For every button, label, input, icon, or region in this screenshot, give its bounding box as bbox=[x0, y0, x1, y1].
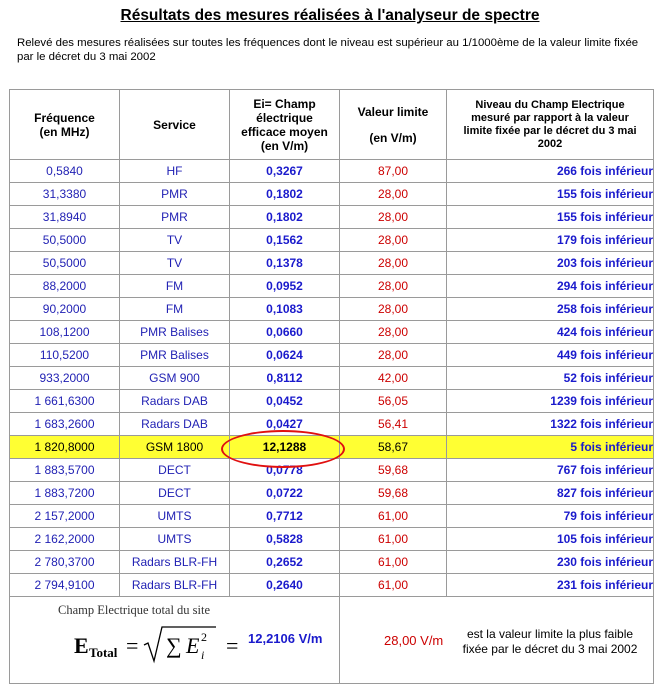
limit-cell: 58,67 bbox=[340, 436, 447, 459]
electric-field-cell: 0,5828 bbox=[230, 528, 340, 551]
electric-field-cell: 0,0952 bbox=[230, 275, 340, 298]
electric-field-cell: 0,0427 bbox=[230, 413, 340, 436]
frequency-cell: 1 683,2600 bbox=[10, 413, 120, 436]
lowest-limit-note: est la valeur limite la plus faible fixée par le décret du 3 mai 2002 bbox=[462, 627, 638, 656]
table-row bbox=[10, 229, 654, 252]
header-electric-field: Ei= Champ électrique efficace moyen (en V/m) bbox=[230, 90, 340, 160]
limit-cell: 28,00 bbox=[340, 206, 447, 229]
service-cell: DECT bbox=[120, 459, 230, 482]
limit-cell: 61,00 bbox=[340, 574, 447, 597]
electric-field-cell: 0,2652 bbox=[230, 551, 340, 574]
frequency-cell: 50,5000 bbox=[10, 252, 120, 275]
frequency-cell: 0,5840 bbox=[10, 160, 120, 183]
table-row bbox=[10, 367, 654, 390]
electric-field-cell: 0,0778 bbox=[230, 459, 340, 482]
table-row bbox=[10, 275, 654, 298]
service-cell: TV bbox=[120, 252, 230, 275]
level-cell: 231 fois inférieur bbox=[447, 574, 654, 597]
limit-cell: 61,00 bbox=[340, 528, 447, 551]
level-cell: 258 fois inférieur bbox=[447, 298, 654, 321]
level-cell: 155 fois inférieur bbox=[447, 206, 654, 229]
table-row bbox=[10, 206, 654, 229]
frequency-cell: 31,3380 bbox=[10, 183, 120, 206]
limit-cell: 28,00 bbox=[340, 275, 447, 298]
total-cell bbox=[10, 597, 340, 684]
level-cell: 294 fois inférieur bbox=[447, 275, 654, 298]
table-row bbox=[10, 298, 654, 321]
level-cell: 767 fois inférieur bbox=[447, 459, 654, 482]
table-row bbox=[10, 551, 654, 574]
header-limit-unit: (en V/m) bbox=[369, 130, 417, 145]
limit-cell: 28,00 bbox=[340, 321, 447, 344]
table-row bbox=[10, 413, 654, 436]
service-cell: Radars DAB bbox=[120, 413, 230, 436]
service-cell: PMR Balises bbox=[120, 344, 230, 367]
service-cell: PMR bbox=[120, 183, 230, 206]
table-row bbox=[10, 574, 654, 597]
limit-cell: 28,00 bbox=[340, 229, 447, 252]
level-cell: 449 fois inférieur bbox=[447, 344, 654, 367]
formula-ei: E bbox=[186, 633, 200, 658]
electric-field-cell: 0,0660 bbox=[230, 321, 340, 344]
table-row bbox=[10, 252, 654, 275]
limit-cell: 56,05 bbox=[340, 390, 447, 413]
level-cell: 424 fois inférieur bbox=[447, 321, 654, 344]
table-row bbox=[10, 390, 654, 413]
limit-cell: 87,00 bbox=[340, 160, 447, 183]
formula-subscript: Total bbox=[89, 645, 118, 660]
limit-cell: 59,68 bbox=[340, 459, 447, 482]
total-caption: Champ Electrique total du site bbox=[58, 603, 211, 617]
total-value: 12,2106 V/m bbox=[248, 631, 323, 646]
header-limit-value bbox=[340, 90, 447, 160]
table-row bbox=[10, 321, 654, 344]
level-cell: 155 fois inférieur bbox=[447, 183, 654, 206]
intro-text: Relevé des mesures réalisées sur toutes les fréquences dont le niveau est supérieur au 1/1000ème de la valeur limite fixée par le décret du 3 mai 2002 bbox=[17, 37, 639, 63]
service-cell: FM bbox=[120, 275, 230, 298]
electric-field-cell: 0,1802 bbox=[230, 183, 340, 206]
frequency-cell: 2 162,2000 bbox=[10, 528, 120, 551]
electric-field-cell: 0,1083 bbox=[230, 298, 340, 321]
service-cell: TV bbox=[120, 229, 230, 252]
total-row bbox=[10, 597, 654, 684]
frequency-cell: 1 820,8000 bbox=[10, 436, 120, 459]
page-title: Résultats des mesures réalisées à l'analyseur de spectre bbox=[120, 7, 540, 24]
frequency-cell: 88,2000 bbox=[10, 275, 120, 298]
service-cell: Radars BLR-FH bbox=[120, 551, 230, 574]
frequency-cell: 2 157,2000 bbox=[10, 505, 120, 528]
header-frequency: Fréquence (en MHz) bbox=[10, 90, 120, 160]
table-header-row bbox=[10, 90, 654, 160]
service-cell: HF bbox=[120, 160, 230, 183]
electric-field-cell: 0,0452 bbox=[230, 390, 340, 413]
level-cell: 230 fois inférieur bbox=[447, 551, 654, 574]
electric-field-cell: 0,1562 bbox=[230, 229, 340, 252]
service-cell: UMTS bbox=[120, 528, 230, 551]
table-row bbox=[10, 160, 654, 183]
table-row bbox=[10, 505, 654, 528]
formula-ei-sub: i bbox=[201, 648, 205, 662]
electric-field-cell: 12,1288 bbox=[230, 436, 340, 459]
level-cell: 179 fois inférieur bbox=[447, 229, 654, 252]
table-row bbox=[10, 528, 654, 551]
service-cell: GSM 1800 bbox=[120, 436, 230, 459]
table-row bbox=[10, 344, 654, 367]
service-cell: PMR bbox=[120, 206, 230, 229]
header-level bbox=[447, 90, 654, 160]
limit-cell: 61,00 bbox=[340, 551, 447, 574]
table-row bbox=[10, 459, 654, 482]
frequency-cell: 1 661,6300 bbox=[10, 390, 120, 413]
table-row bbox=[10, 436, 654, 459]
level-cell: 5 fois inférieur bbox=[447, 436, 654, 459]
formula-e: E bbox=[74, 633, 89, 658]
table-row bbox=[10, 183, 654, 206]
electric-field-cell: 0,1802 bbox=[230, 206, 340, 229]
header-limit-top: Valeur limite bbox=[357, 104, 429, 119]
frequency-cell: 2 780,3700 bbox=[10, 551, 120, 574]
level-cell: 266 fois inférieur bbox=[447, 160, 654, 183]
limit-cell: 28,00 bbox=[340, 298, 447, 321]
service-cell: GSM 900 bbox=[120, 367, 230, 390]
limit-cell: 28,00 bbox=[340, 252, 447, 275]
level-cell: 203 fois inférieur bbox=[447, 252, 654, 275]
limit-cell: 56,41 bbox=[340, 413, 447, 436]
electric-field-cell: 0,8112 bbox=[230, 367, 340, 390]
frequency-cell: 108,1200 bbox=[10, 321, 120, 344]
electric-field-cell: 0,0624 bbox=[230, 344, 340, 367]
results-table bbox=[9, 89, 654, 684]
header-level-text: Niveau du Champ Electrique mesuré par rapport à la valeur limite fixée par le décret du 3 mai 2002 bbox=[463, 98, 637, 150]
level-cell: 1239 fois inférieur bbox=[447, 390, 654, 413]
level-cell: 827 fois inférieur bbox=[447, 482, 654, 505]
frequency-cell: 1 883,5700 bbox=[10, 459, 120, 482]
limit-cell: 42,00 bbox=[340, 367, 447, 390]
table-row bbox=[10, 482, 654, 505]
service-cell: PMR Balises bbox=[120, 321, 230, 344]
electric-field-cell: 0,1378 bbox=[230, 252, 340, 275]
electric-field-cell: 0,0722 bbox=[230, 482, 340, 505]
frequency-cell: 31,8940 bbox=[10, 206, 120, 229]
limit-note-cell bbox=[340, 597, 654, 684]
limit-cell: 61,00 bbox=[340, 505, 447, 528]
level-cell: 79 fois inférieur bbox=[447, 505, 654, 528]
frequency-cell: 110,5200 bbox=[10, 344, 120, 367]
service-cell: DECT bbox=[120, 482, 230, 505]
formula-tail-equals: = bbox=[226, 633, 239, 658]
frequency-cell: 1 883,7200 bbox=[10, 482, 120, 505]
formula-equals: = bbox=[126, 633, 139, 658]
limit-cell: 59,68 bbox=[340, 482, 447, 505]
lowest-limit-value: 28,00 V/m bbox=[384, 633, 444, 648]
service-cell: Radars DAB bbox=[120, 390, 230, 413]
total-formula bbox=[74, 623, 244, 663]
electric-field-cell: 0,2640 bbox=[230, 574, 340, 597]
frequency-cell: 2 794,9100 bbox=[10, 574, 120, 597]
limit-cell: 28,00 bbox=[340, 344, 447, 367]
electric-field-cell: 0,3267 bbox=[230, 160, 340, 183]
service-cell: FM bbox=[120, 298, 230, 321]
level-cell: 52 fois inférieur bbox=[447, 367, 654, 390]
service-cell: Radars BLR-FH bbox=[120, 574, 230, 597]
formula-graphic bbox=[74, 623, 244, 667]
formula-sum: ∑ bbox=[166, 633, 182, 658]
header-service: Service bbox=[120, 90, 230, 160]
limit-cell: 28,00 bbox=[340, 183, 447, 206]
frequency-cell: 90,2000 bbox=[10, 298, 120, 321]
electric-field-cell: 0,7712 bbox=[230, 505, 340, 528]
level-cell: 1322 fois inférieur bbox=[447, 413, 654, 436]
level-cell: 105 fois inférieur bbox=[447, 528, 654, 551]
service-cell: UMTS bbox=[120, 505, 230, 528]
frequency-cell: 50,5000 bbox=[10, 229, 120, 252]
formula-ei-sup: 2 bbox=[201, 630, 207, 644]
frequency-cell: 933,2000 bbox=[10, 367, 120, 390]
